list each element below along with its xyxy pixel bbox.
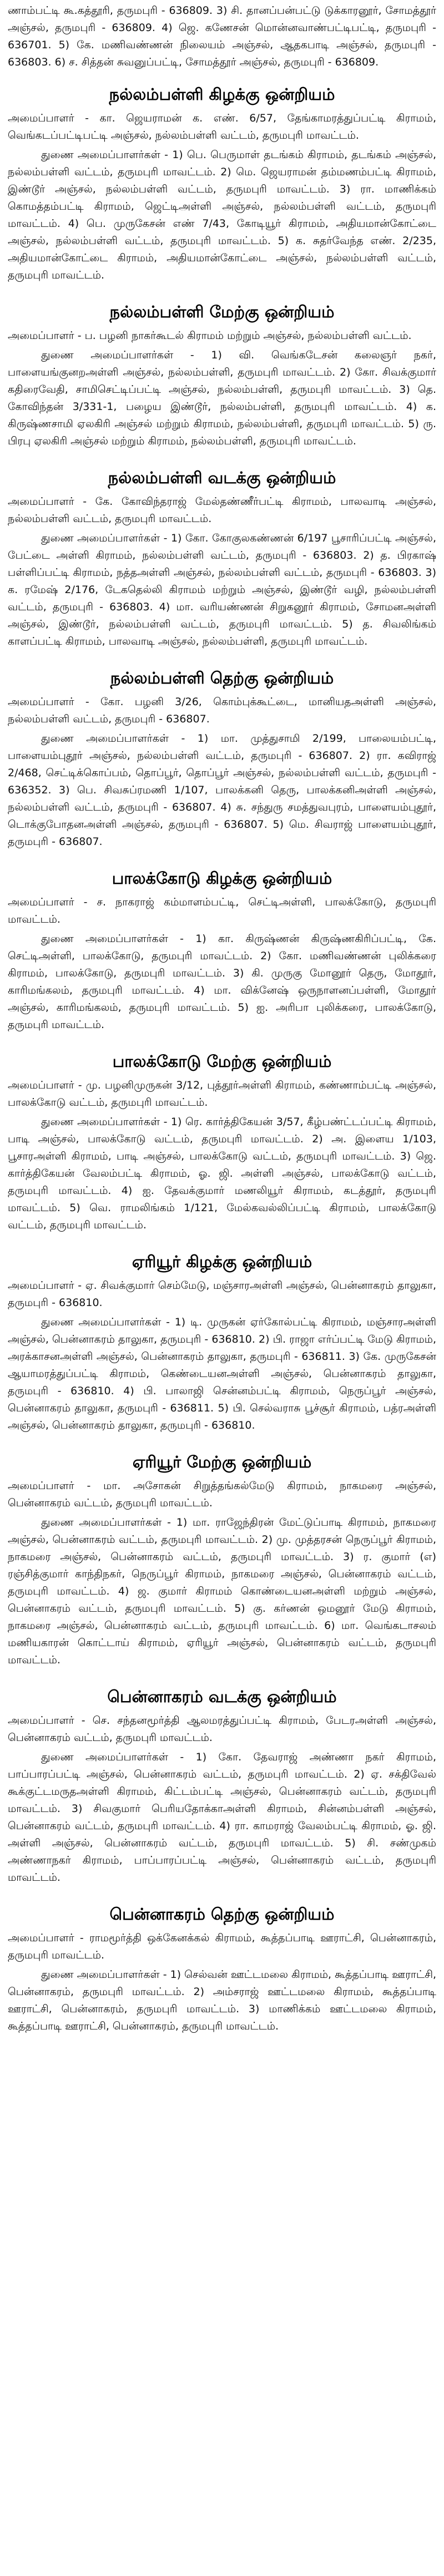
section-nallampalli-west (8, 301, 436, 450)
organizer-paragraph: அமைப்பாளர் - மு. பழனிமுருகன் 3/12, புத்தூர்அள்ளி கிராமம், கண்ணாம்பட்டி அஞ்சல், பாலக்கோடு வட்டம், தருமபுரி மாவட்டம். (8, 1079, 436, 1109)
organizer-paragraph: அமைப்பாளர் - மா. அசோகன் சிறுத்தங்கல்மேடு கிராமம், நாகமரை அஞ்சல், பென்னாகரம் வட்டம், தருமபுரி மாவட்டம். (8, 1480, 436, 1509)
section-heading: பென்னாகரம் தெற்கு ஒன்றியம் (109, 1905, 335, 1924)
section-nallampalli-south (8, 667, 436, 851)
deputy-organizers-paragraph: துணை அமைப்பாளர்கள் - 1) ரெ. கார்த்திகேயன் 3/57, கீழ்பண்ட்டப்பட்டி கிராமம், பாடி அஞ்சல், பாலக்கோடு வட்டம், தருமபுரி மாவட்டம். 2) அ. இளைய 1/103, பூசாரஅள்ளி கிராமம், பாடி அஞ்சல், பாலக்கோடு வட்டம், தருமபுரி மாவட்டம். 3) ஜெ. கார்த்திகேயன் வேலம்பட்டி கிராமம், ஓ. ஜி. அள்ளி அஞ்சல், பாலக்கோடு வட்டம், தருமபுரி மாவட்டம். 4) ஐ. தேவக்குமார் மணலியூர் கிராமம், கடத்தூர், தருமபுரி மாவட்டம். 5) வெ. ராமலிங்கம் 1/121, மேல்கவல்லிப்பட்டி கிராமம், பாலக்கோடு வட்டம், தருமபுரி மாவட்டம். (8, 1116, 436, 1231)
section-heading: நல்லம்பள்ளி கிழக்கு ஒன்றியம் (109, 85, 335, 104)
section-heading: பாலக்கோடு கிழக்கு ஒன்றியம் (112, 869, 332, 888)
section-heading: பென்னாகரம் வடக்கு ஒன்றியம் (107, 1687, 337, 1706)
organizer-paragraph: அமைப்பாளர் - கோ. பழனி 3/26, கொம்புக்கூட்டை, மானியதஅள்ளி அஞ்சல், நல்லம்பள்ளி வட்டம், தருமபுரி - 636807. (8, 696, 436, 725)
section-heading: நல்லம்பள்ளி வடக்கு ஒன்றியம் (108, 468, 336, 487)
organizer-paragraph: அமைப்பாளர் - ராமமூர்த்தி ஒக்கேனக்கல் கிராமம், கூத்தப்பாடி ஊராட்சி, பென்னாகரம், தருமபுரி மாவட்டம். (8, 1932, 436, 1961)
section-eriyur-west (8, 1451, 436, 1669)
deputy-organizers-paragraph: துணை அமைப்பாளர்கள் - 1) கோ. கோகுலகண்ணன் 6/197 பூசாரிப்பட்டி அஞ்சல், பேட்டை அள்ளி கிராமம், நல்லம்பள்ளி வட்டம், தருமபுரி - 636803. 2) த. பிரகாஷ் பள்ளிப்பட்டி கிராமம், நத்தஅள்ளி அஞ்சல், நல்லம்பள்ளி வட்டம், தருமபுரி - 636803. 3) க. ரமேஷ் 2/176, டேகதெல்லி கிராமம் மற்றும் அஞ்சல், இண்டூர் வழி, நல்லம்பள்ளி வட்டம், தருமபுரி - 636803. 4) மா. வரியண்ணன் சிறுகனூர் கிராமம், சோமனஅள்ளி அஞ்சல், இண்டூர், நல்லம்பள்ளி வட்டம், தருமபுரி மாவட்டம். 5) த. சிவலிங்கம் காளப்பட்டி கிராமம், பாலவாடி அஞ்சல், நல்லம்பள்ளி, தருமபுரி மாவட்டம். (8, 532, 436, 647)
section-heading: ஏரியூர் கிழக்கு ஒன்றியம் (132, 1252, 312, 1271)
deputy-organizers-paragraph: துணை அமைப்பாளர்கள் - 1) டி. முருகன் ஏர்கோல்பட்டி கிராமம், மஞ்சாரஅள்ளி அஞ்சல், பென்னாகரம் தாலுகா, தருமபுரி - 636810. 2) பி. ராஜா எர்ப்பட்டி மேடு கிராமம், அரக்காசனஅள்ளி அஞ்சல், பென்னாகரம் தாலுகா, தருமபுரி - 636811. 3) கே. முருகேசன் ஆயாமரத்துப்பட்டி கிராமம், கெண்டையனஅள்ளி அஞ்சல், பென்னாகரம் தாலுகா, தருமபுரி - 636810. 4) பி. பாலாஜி சென்னம்பட்டி கிராமம், நெருப்பூர் அஞ்சல், பென்னாகரம் தாலுகா, தருமபுரி - 636811. 5) பி. செல்வராசு பூச்சூர் கிராமம், பத்ரஅள்ளி அஞ்சல், பென்னாகரம் தாலுகா, தருமபுரி - 636810. (8, 1316, 436, 1431)
section-nallampalli-north (8, 467, 436, 650)
deputy-organizers-paragraph: துணை அமைப்பாளர்கள் - 1) வி. வெங்கடேசன் கலைஞர் நகர், பாளையங்குனறஅள்ளி அஞ்சல், நல்லம்பள்ளி, தருமபுரி மாவட்டம். 2) கோ. சிவக்குமார் கதிரைவேதி, சாமிசெட்டிப்பட்டி அஞ்சல், நல்லம்பள்ளி, தருமபுரி மாவட்டம். 3) தெ. கோவிந்தன் 3/331-1, பழைய இண்டூர், நல்லம்பள்ளி, தருமபுரி மாவட்டம். 4) க. கிருஷ்ணசாமி ஏலகிரி அஞ்சல் மற்றும் கிராமம், நல்லம்பள்ளி, தருமபுரி மாவட்டம். 5) ரு. பிரபு ஏலகிரி அஞ்சல் மற்றும் கிராமம், நல்லம்பள்ளி, தருமபுரி மாவட்டம். (8, 349, 436, 447)
section-pennagaram-south (8, 1903, 436, 2035)
continued-paragraph: ணாம்பட்டி கூ.கத்தூரி, தருமபுரி - 636809. 3) சி. தானப்பன்பட்டு டுக்காரனூர், சோமத்தூர் அஞ்சல், தருமபுரி - 636809. 4) ஜெ. கணேசன் மொன்னவாண்பட்டிபட்டி, தருமபுரி - 636701. 5) கே. மணிவண்ணன் நிலையம் அஞ்சல், ஆதகபாடி அஞ்சல், தருமபுரி - 636803. 6) ச. சித்தன் சுவனுப்பட்டி, சோமத்தூர் அஞ்சல், தருமபுரி - 636809. (8, 4, 436, 68)
organizer-paragraph: அமைப்பாளர் - ப. பழனி நாகர்கூடல் கிராமம் மற்றும் அஞ்சல், நல்லம்பள்ளி வட்டம். (8, 330, 412, 342)
organizer-paragraph: அமைப்பாளர் - ச. நாகராஜ் கம்மாளம்பட்டி, செட்டிஅள்ளி, பாலக்கோடு, தருமபுரி மாவட்டம். (8, 896, 436, 925)
section-palacode-west (8, 1050, 436, 1234)
deputy-organizers-paragraph: துணை அமைப்பாளர்கள் - 1) கோ. தேவராஜ் அண்ணா நகர் கிராமம், பாப்பாரப்பட்டி அஞ்சல், பென்னாகரம் வட்டம், தருமபுரி மாவட்டம். 2) ஏ. சக்திவேல் கூக்குட்டமருதஅள்ளி கிராமம், கிட்டம்பட்டி அஞ்சல், பென்னாகரம் வட்டம், தருமபுரி மாவட்டம். 3) சிவகுமார் பெரியதோக்காஅள்ளி கிராமம், சின்னம்பள்ளி அஞ்சல், பென்னாகரம் வட்டம், தருமபுரி மாவட்டம். 4) ரா. காமராஜ் வேலம்பட்டி கிராமம், ஓ. ஜி. அள்ளி அஞ்சல், பென்னாகரம் வட்டம், தருமபுரி மாவட்டம். 5) சி. சண்முகம் அண்ணாநகர் கிராமம், பாப்பாரப்பட்டி அஞ்சல், பென்னாகரம் வட்டம், தருமபுரி மாவட்டம். (8, 1751, 436, 1884)
section-heading: நல்லம்பள்ளி மேற்கு ஒன்றியம் (109, 302, 335, 321)
section-nallampalli-east (8, 83, 436, 284)
section-heading: நல்லம்பள்ளி தெற்கு ஒன்றியம் (110, 669, 334, 687)
section-pennagaram-north (8, 1686, 436, 1886)
deputy-organizers-paragraph: துணை அமைப்பாளர்கள் - 1) கா. கிருஷ்ணன் கிருஷ்ணகிரிப்பட்டி, கே. செட்டிஅள்ளி, பாலக்கோடு, தருமபுரி மாவட்டம். 2) கோ. மணிவண்ணன் புலிக்கரை கிராமம், பாலக்கோடு, தருமபுரி மாவட்டம். 3) கி. முருகு மோனூர் தெரு, மோதூர், காரிமங்கலம், தருமபுரி மாவட்டம். 4) மா. விக்னேஷ் ஒருநாளனப்பள்ளி, மோதூர் அஞ்சல், காரிமங்கலம், தருமபுரி மாவட்டம். 5) ஐ. அரிபா புலிக்கரை, பாலக்கோடு, தருமபுரி மாவட்டம். (8, 933, 436, 1031)
deputy-organizers-paragraph: துணை அமைப்பாளர்கள் - 1) மா. முத்துசாமி 2/199, பாலையம்பட்டி, பாளையம்புதூர் அஞ்சல், நல்லம்பள்ளி வட்டம், தருமபுரி - 636807. 2) ரா. கவிராஜ் 2/468, செட்டிக்கொப்பம், தொப்பூர், தொப்பூர் அஞ்சல், நல்லம்பள்ளி வட்டம், தருமபுரி - 636352. 3) பெ. சிவசுப்ரமணி 1/107, பாலக்கனி தெரு, பாலக்கனிஅள்ளி அஞ்சல், நல்லம்பள்ளி வட்டம், தருமபுரி - 636807. 4) சு. சந்துரு சமத்துவபுரம், பாளையம்புதூர், டொக்குபோதனஅள்ளி அஞ்சல், தருமபுரி - 636807. 5) மெ. சிவராஜ் பாளையம்புதூர், தருமபுரி - 636807. (8, 732, 436, 848)
deputy-organizers-paragraph: துணை அமைப்பாளர்கள் - 1) செல்வன் ஊட்டமலை கிராமம், கூத்தப்பாடி ஊராட்சி, பென்னாகரம், தருமபுரி மாவட்டம். 2) அம்சராஜ் ஊட்டமலை கிராமம், கூத்தப்பாடி ஊராட்சி, பென்னாகரம், தருமபுரி மாவட்டம். 3) மாணிக்கம் ஊட்டமலை கிராமம், கூத்தப்பாடி ஊராட்சி, பென்னாகரம், தருமபுரி மாவட்டம். (8, 1968, 436, 2032)
deputy-organizers-paragraph: துணை அமைப்பாளர்கள் - 1) பெ. பெருமாள் தடங்கம் கிராமம், தடங்கம் அஞ்சல், நல்லம்பள்ளி வட்டம், தருமபுரி மாவட்டம். 2) மெ. ஜெயராமன் தம்மணம்பட்டி கிராமம், இண்டூர் அஞ்சல், நல்லம்பள்ளி வட்டம், தருமபுரி மாவட்டம். 3) ரா. மாணிக்கம் கொமத்தம்பட்டி கிராமம், ஜெட்டிஅள்ளி அஞ்சல், நல்லம்பள்ளி வட்டம், தருமபுரி மாவட்டம். 4) பெ. முருகேசன் எண் 7/43, கோடியூர் கிராமம், அதியமான்கோட்டை அஞ்சல், நல்லம்பள்ளி வட்டம், தருமபுரி மாவட்டம். 5) க. சுதர்வேந்த எண். 2/235, அதியமான்கோட்டை கிராமம், அதியமான்கோட்டை அஞ்சல், நல்லம்பள்ளி வட்டம், தருமபுரி மாவட்டம். (8, 149, 436, 281)
section-eriyur-east (8, 1251, 436, 1434)
organizer-paragraph: அமைப்பாளர் - கே. கோவிந்தராஜ் மேல்தண்ணீர்பட்டி கிராமம், பாலவாடி அஞ்சல், நல்லம்பள்ளி வட்டம், தருமபுரி மாவட்டம். (8, 495, 436, 525)
section-heading: ஏரியூர் மேற்கு ஒன்றியம் (132, 1453, 312, 1471)
organizer-paragraph: அமைப்பாளர் - ஏ. சிவக்குமார் செம்மேடு, மஞ்சாரஅள்ளி அஞ்சல், பென்னாகரம் தாலுகா, தருமபுரி - 636810. (8, 1279, 436, 1309)
deputy-organizers-paragraph: துணை அமைப்பாளர்கள் - 1) மா. ராஜேந்திரன் மேட்டுப்பாடி கிராமம், நாகமரை அஞ்சல், பென்னாகரம் வட்டம், தருமபுரி மாவட்டம். 2) மு. முத்தரசன் நெருப்பூர் கிராமம், நாகமரை அஞ்சல், பென்னாகரம் வட்டம், தருமபுரி மாவட்டம். 3) ர. குமார் (எ) ரஞ்சித்குமார் காந்திநகர், நெருப்பூர் கிராமம், நாகமரை அஞ்சல், பென்னாகரம் வட்டம், தருமபுரி மாவட்டம். 4) ஜ. குமார் கிராமம் கொண்டையனஅள்ளி மற்றும் அஞ்சல், பென்னாகரம் வட்டம், தருமபுரி மாவட்டம். 5) கு. கர்ணன் ஒமனூர் மேடு கிராமம், நாகமரை அஞ்சல், பென்னாகரம் வட்டம், தருமபுரி மாவட்டம். 6) மா. வெங்கடாசலம் மணியகாரன் கொட்டாய் கிராமம், ஏரியூர் அஞ்சல், பென்னாகரம் வட்டம், தருமபுரி மாவட்டம். (8, 1516, 436, 1666)
organizer-paragraph: அமைப்பாளர் - கா. ஜெயராமன் க. எண். 6/57, தேங்காமரத்துப்பட்டி கிராமம், வெங்கடப்பட்டிபட்டி அஞ்சல், நல்லம்பள்ளி வட்டம், தருமபுரி மாவட்டம். (8, 112, 436, 141)
section-heading: பாலக்கோடு மேற்கு ஒன்றியம் (112, 1052, 332, 1071)
organizer-paragraph: அமைப்பாளர் - செ. சந்தனமூர்த்தி ஆலமரத்துப்பட்டி கிராமம், பேடரஅள்ளி அஞ்சல், பென்னாகரம் வட்டம், தருமபுரி மாவட்டம். (8, 1714, 436, 1744)
section-palacode-east (8, 867, 436, 1034)
